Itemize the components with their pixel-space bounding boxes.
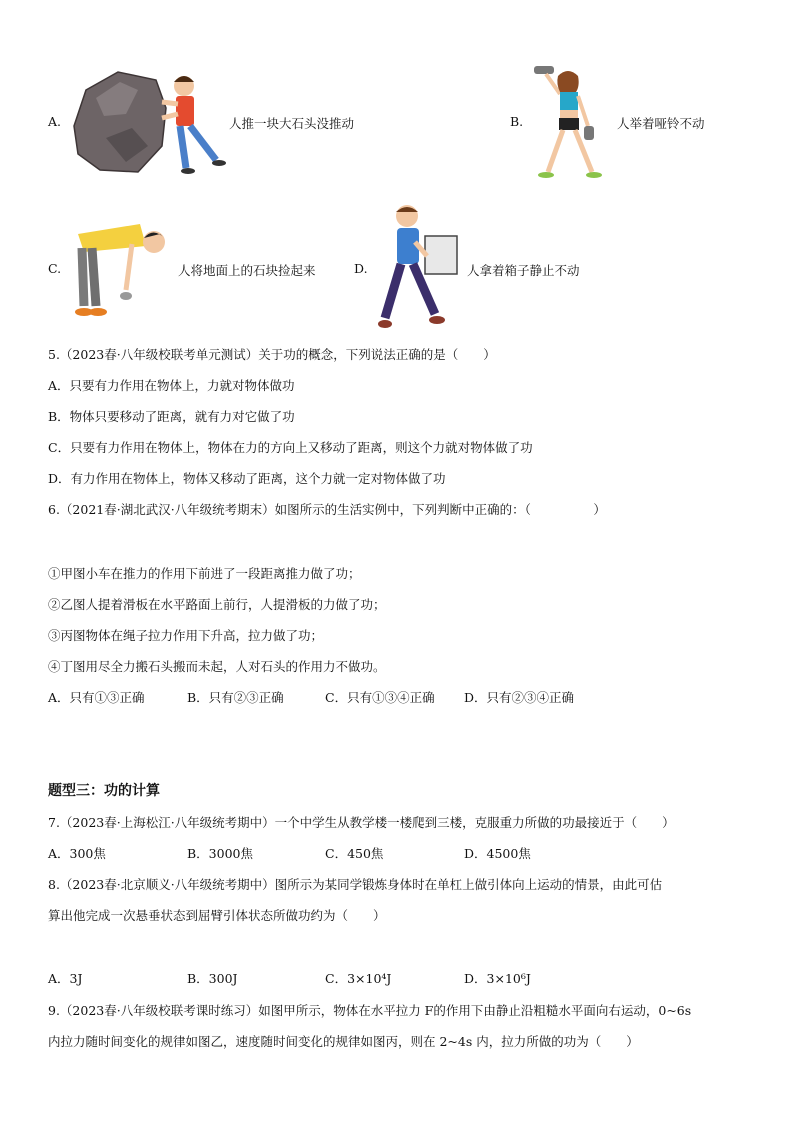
option-c-letter: C. [48, 261, 62, 276]
q8-stem-line-1: 8.（2023春·北京顺义·八年级统考期中）图所示为某同学锻炼身体时在单杠上做引体向上运动的情景，由此可估 [48, 877, 663, 892]
q7-option-b: B．3000焦 [187, 846, 253, 861]
option-a-letter: A. [48, 114, 62, 129]
section-title: 题型三：功的计算 [48, 783, 160, 799]
q8-option-d: D．3×10⁶J [464, 971, 531, 986]
q6-option-c: C．只有①③④正确 [325, 690, 435, 705]
q6-item-1: ①甲图小车在推力的作用下前进了一段距离推力做了功； [48, 566, 361, 581]
q9-stem-line-2: 内拉力随时间变化的规律如图乙，速度随时间变化的规律如图丙，则在 2~4s 内，拉力所做的功为（ ） [48, 1034, 639, 1049]
option-d-letter: D. [354, 261, 368, 276]
option-b-letter: B. [510, 114, 524, 129]
rock-push-picture [66, 68, 231, 178]
q6-item-4: ④丁图用尽全力搬石头搬而未起，人对石头的作用力不做功。 [48, 659, 386, 674]
q8-option-c: C．3×10⁴J [325, 971, 392, 986]
q8-option-a: A．3J [48, 971, 83, 986]
q6-item-2: ②乙图人提着滑板在水平路面上前行，人提滑板的力做了功； [48, 597, 386, 612]
option-a-caption: 人推一块大石头没推动 [229, 116, 355, 131]
q7-stem: 7.（2023春·上海松江·八年级统考期中）一个中学生从教学楼一楼爬到三楼，克服重力所做的功最接近于（ ） [48, 815, 675, 830]
pick-up-stone-picture [70, 212, 170, 322]
q5-option-d: D．有力作用在物体上，物体又移动了距离，这个力就一定对物体做了功 [48, 471, 446, 486]
q5-option-c: C．只要有力作用在物体上，物体在力的方向上又移动了距离，则这个力就对物体做了功 [48, 440, 533, 455]
dumbbell-picture [530, 64, 610, 182]
q7-option-a: A．300焦 [48, 846, 106, 861]
option-d-caption: 人拿着箱子静止不动 [467, 263, 580, 278]
option-c-caption: 人将地面上的石块捡起来 [178, 263, 316, 278]
q6-option-d: D．只有②③④正确 [464, 690, 575, 705]
q5-stem: 5.（2023春·八年级校联考单元测试）关于功的概念，下列说法正确的是（ ） [48, 347, 496, 362]
q6-option-b: B．只有②③正确 [187, 690, 284, 705]
option-b-caption: 人举着哑铃不动 [617, 116, 705, 131]
q5-option-a: A．只要有力作用在物体上，力就对物体做功 [48, 378, 295, 393]
q6-item-3: ③丙图物体在绳子拉力作用下升高，拉力做了功； [48, 628, 324, 643]
q5-option-b: B．物体只要移动了距离，就有力对它做了功 [48, 409, 295, 424]
q8-stem-line-2: 算出他完成一次悬垂状态到屈臂引体状态所做功约为（ ） [48, 908, 386, 923]
hold-box-picture [375, 202, 465, 332]
q8-option-b: B．300J [187, 971, 238, 986]
q6-option-a: A．只有①③正确 [48, 690, 145, 705]
q6-stem: 6.（2021春·湖北武汉·八年级统考期末）如图所示的生活实例中，下列判断中正确的：（ ） [48, 502, 606, 517]
q7-option-c: C．450焦 [325, 846, 384, 861]
q7-option-d: D．4500焦 [464, 846, 531, 861]
q9-stem-line-1: 9.（2023春·八年级校联考课时练习）如图甲所示，物体在水平拉力 F的作用下由静止沿粗糙水平面向右运动，0~6s [48, 1003, 692, 1018]
